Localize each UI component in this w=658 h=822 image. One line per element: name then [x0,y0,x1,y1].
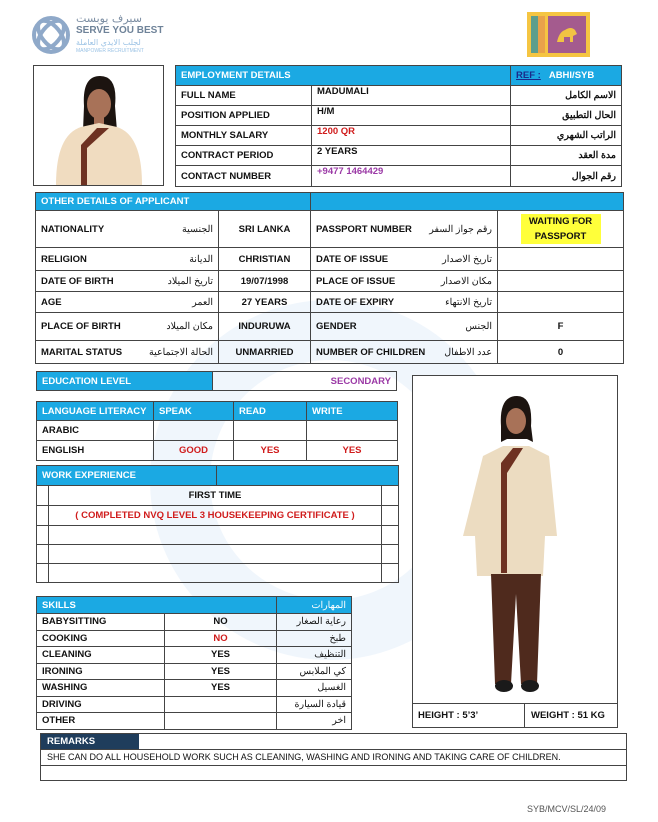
skill-label: IRONING [37,663,165,680]
row-margin [37,486,49,506]
field-label [311,341,498,364]
skill-label: CLEANING [37,647,165,664]
work-entry: FIRST TIME [49,486,382,506]
header-blank [217,466,399,486]
row-label-ar: الراتب الشهري [511,126,622,146]
work-entry [49,564,382,583]
skill-label: BABYSITTING [37,614,165,631]
language-header: WRITE [307,402,398,421]
row-label: CONTRACT PERIOD [176,146,312,166]
field-value [498,248,624,271]
employment-details-header: EMPLOYMENT DETAILS [176,66,511,86]
field-value: CHRISTIAN [219,248,311,271]
row-label: CONTACT NUMBER [176,166,312,187]
language-row [37,441,398,461]
language-level: YES [307,441,398,461]
label-ar: العمر [192,296,213,308]
row-margin [382,545,399,564]
full-name-value: MADUMALI [312,86,511,106]
ref-value: ABHI/SYB [548,70,595,81]
work-row [37,526,399,545]
skill-value: YES [165,680,277,697]
label-en: AGE [41,296,62,308]
employment-row [176,146,622,166]
label-ar: الجنسية [182,223,213,235]
detail-row [36,313,624,341]
skill-label-ar: التنظيف [277,647,352,664]
field-value [498,211,624,248]
education-value: SECONDARY [213,372,397,391]
skill-label-ar: اخر [277,713,352,730]
label-ar: تاريخ الميلاد [167,275,213,287]
ref-label: REF : [516,70,541,81]
row-margin [37,545,49,564]
label-en: PASSPORT NUMBER [316,223,412,235]
work-row [37,506,399,526]
skills-table [36,596,352,730]
detail-row [36,292,624,313]
label-ar: تاريخ الاصدار [442,253,492,265]
employment-row [176,106,622,126]
label-en: DATE OF BIRTH [41,275,114,287]
row-label-ar: الاسم الكامل [511,86,622,106]
position-value: H/M [312,106,511,126]
skill-label-ar: قيادة السيارة [277,696,352,713]
language-header: READ [234,402,307,421]
weight-value: WEIGHT : 51 KG [531,710,605,721]
label-en: PLACE OF ISSUE [316,275,396,287]
work-entry [49,526,382,545]
skill-value: YES [165,647,277,664]
row-label-ar: مدة العقد [511,146,622,166]
field-label [36,271,219,292]
work-row [37,564,399,583]
label-ar: تاريخ الانتهاء [445,296,492,308]
skill-label: COOKING [37,630,165,647]
language-level: GOOD [154,441,234,461]
contact-value: +9477 1464429 [312,166,511,187]
row-margin [382,506,399,526]
field-label [311,313,498,341]
skill-value [165,713,277,730]
label-ar: رقم جواز السفر [429,223,492,235]
row-label: POSITION APPLIED [176,106,312,126]
skill-label: DRIVING [37,696,165,713]
skill-row [37,680,352,697]
field-value [498,271,624,292]
height-value: HEIGHT : 5’3’ [412,704,525,728]
contract-value: 2 YEARS [312,146,511,166]
employment-row [176,166,622,187]
label-en: DATE OF ISSUE [316,253,389,265]
field-value: 19/07/1998 [219,271,311,292]
language-name: ENGLISH [37,441,154,461]
language-level: YES [234,441,307,461]
label-ar: الجنس [465,321,492,332]
skill-value: YES [165,663,277,680]
other-details-table [35,192,624,364]
row-margin [37,506,49,526]
label-ar: الديانة [189,253,213,265]
skills-title-ar: المهارات [277,597,352,614]
field-label [36,292,219,313]
skill-row [37,713,352,730]
row-label: FULL NAME [176,86,312,106]
work-row [37,545,399,564]
education-label: EDUCATION LEVEL [37,372,213,391]
label-ar: مكان الميلاد [166,321,213,332]
remarks-header: REMARKS [41,734,139,749]
logo-tagline-ar: لجلب الايدي العاملة [76,38,141,47]
skill-row [37,647,352,664]
skill-label-ar: طبخ [277,630,352,647]
row-label-ar: رقم الجوال [511,166,622,187]
field-value [498,292,624,313]
label-ar: عدد الاطفال [444,346,492,358]
row-label: MONTHLY SALARY [176,126,312,146]
label-en: NATIONALITY [41,223,105,235]
education-table [36,371,397,391]
skill-label: WASHING [37,680,165,697]
label-en: RELIGION [41,253,87,265]
field-value: 27 YEARS [219,292,311,313]
skill-label-ar: الغسيل [277,680,352,697]
skill-row [37,614,352,631]
language-header-row [37,402,398,421]
field-label [36,313,219,341]
ref-cell [511,66,622,86]
skills-title: SKILLS [42,599,76,611]
field-value: SRI LANKA [219,211,311,248]
row-margin [382,486,399,506]
logo-arabic: سيرف يوبست [76,12,142,25]
applicant-portrait-photo [33,65,164,186]
field-label [311,248,498,271]
salary-value: 1200 QR [312,126,511,146]
detail-row [36,271,624,292]
language-header: SPEAK [154,402,234,421]
field-label [36,248,219,271]
language-name: ARABIC [37,421,154,441]
field-label [311,292,498,313]
label-en: PLACE OF BIRTH [41,321,121,332]
label-en: MARITAL STATUS [41,346,123,358]
label-en: GENDER [316,321,357,332]
work-experience-table [36,465,399,583]
header-blank [311,193,624,211]
language-row [37,421,398,441]
row-margin [37,526,49,545]
work-row [37,486,399,506]
employment-row [176,86,622,106]
row-margin [382,526,399,545]
work-entry [49,545,382,564]
skill-value: NO [165,614,277,631]
language-header: LANGUAGE LITERACY [37,402,154,421]
language-table [36,401,398,461]
language-level [234,421,307,441]
other-details-header: OTHER DETAILS OF APPLICANT [36,193,311,211]
field-value: UNMARRIED [219,341,311,364]
applicant-full-body-photo [412,375,618,728]
detail-row [36,248,624,271]
logo-tagline: MANPOWER RECRUITMENT [76,48,144,54]
employment-row [176,126,622,146]
logo-name: SERVE YOU BEST [76,25,164,36]
sri-lanka-flag-icon [527,12,590,57]
employment-details-table [175,65,622,187]
field-label [311,271,498,292]
skill-value [165,696,277,713]
skill-row [37,663,352,680]
skill-row [37,696,352,713]
skill-label: OTHER [37,713,165,730]
logo-knot-icon [30,12,72,58]
detail-row [36,341,624,364]
label-ar: مكان الاصدار [440,275,492,287]
remarks-text: SHE CAN DO ALL HOUSEHOLD WORK SUCH AS CLEANING, WASHING AND IRONING AND TAKING CARE OF CHILDREN. [41,750,626,766]
skill-label-ar: رعاية الصغار [277,614,352,631]
work-entry: ( COMPLETED NVQ LEVEL 3 HOUSEKEEPING CERTIFICATE ) [49,506,382,526]
row-margin [382,564,399,583]
skills-header [37,597,277,614]
company-logo [30,12,170,62]
label-en: DATE OF EXPIRY [316,296,395,308]
row-label-ar: الحال التطبيق [511,106,622,126]
field-label [36,211,219,248]
field-value: 0 [498,341,624,364]
label-ar: الحالة الاجتماعية [149,346,213,358]
language-level [307,421,398,441]
skill-value: NO [165,630,277,647]
label-en: NUMBER OF CHILDREN [316,346,426,358]
field-label [311,211,498,248]
work-experience-header: WORK EXPERIENCE [37,466,217,486]
field-label [36,341,219,364]
field-value: INDURUWA [219,313,311,341]
skill-row [37,630,352,647]
detail-row [36,211,624,248]
skill-label-ar: كي الملابس [277,663,352,680]
document-code: SYB/MCV/SL/24/09 [527,804,607,814]
field-value: F [498,313,624,341]
row-margin [37,564,49,583]
passport-status: WAITING FOR PASSPORT [521,214,601,244]
remarks-section [40,733,627,781]
language-level [154,421,234,441]
